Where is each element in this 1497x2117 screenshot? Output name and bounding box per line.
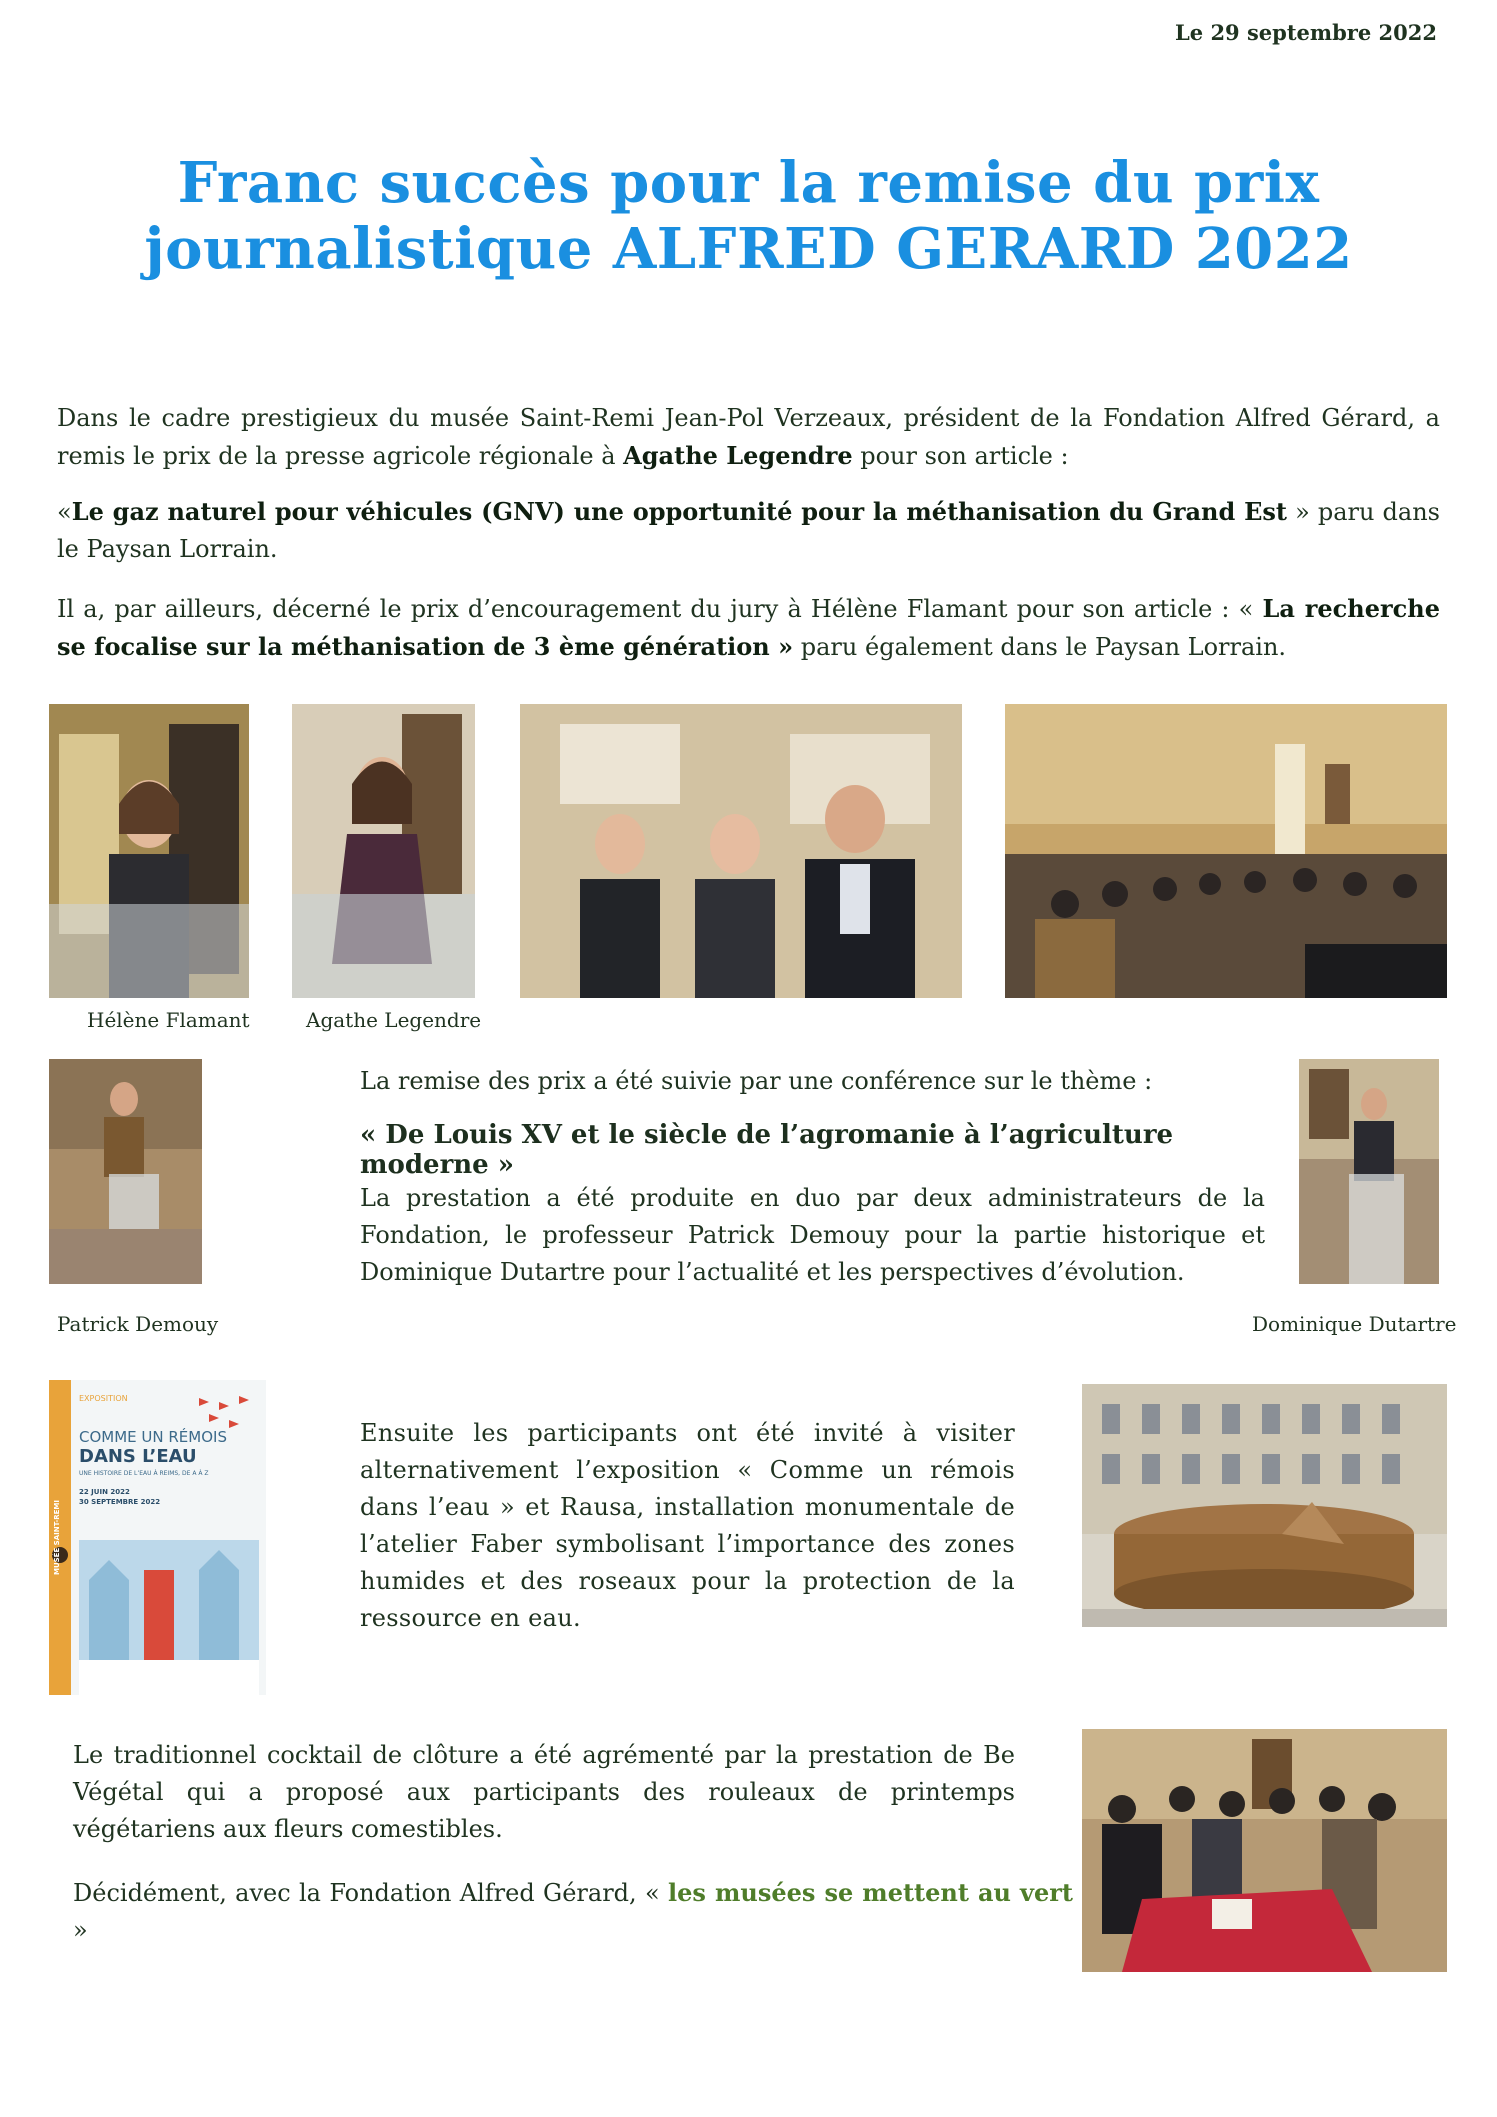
photo-patrick-demouy	[49, 1059, 202, 1284]
cocktail-paragraph: Le traditionnel cocktail de clôture a été agrémenté par la prestation de Be Végétal qui a proposé aux participants des rouleaux de printemps végétariens aux fleurs comestibles.	[73, 1741, 1015, 1843]
poster-exhibition	[49, 1380, 266, 1695]
photo-trio	[520, 704, 962, 998]
winner-name: Agathe Legendre	[623, 441, 853, 470]
photo-cocktail	[1082, 1729, 1447, 1972]
caption-patrick: Patrick Demouy	[57, 1312, 219, 1336]
closing-highlight: les musées se mettent au vert	[668, 1878, 1073, 1907]
intro-text-end: pour son article :	[852, 442, 1069, 470]
closing-text-end: »	[73, 1916, 88, 1944]
quote-open: «	[57, 498, 72, 526]
intro-paragraph	[57, 400, 1440, 475]
photo-dominique-dutartre	[1299, 1059, 1439, 1284]
poster-subtitle: UNE HISTOIRE DE L’EAU À REIMS, DE A À Z	[79, 1470, 209, 1477]
intro-text: Dans le cadre prestigieux du musée Saint-Remi Jean-Pol Verzeaux, président de la Fondation Alfred Gérard, a remis le prix de la presse agricole régionale à	[57, 404, 1440, 470]
title-line-2: journalistique ALFRED GERARD 2022	[144, 216, 1353, 282]
conference-theme: « De Louis XV et le siècle de l’agromanie à l’agriculture moderne »	[360, 1120, 1174, 1180]
title-line-1: Franc succès pour la remise du prix	[177, 150, 1320, 216]
poster-side-label: MUSÉE SAINT-REMI	[53, 1500, 61, 1576]
photo-audience	[1005, 704, 1447, 998]
poster-label: EXPOSITION	[79, 1394, 128, 1403]
page-title	[60, 150, 1437, 282]
conference-intro: La remise des prix a été suivie par une conférence sur le thème :	[360, 1067, 1153, 1095]
photo-rausa-installation	[1082, 1384, 1447, 1627]
article2-title: La recherche se focalise sur la méthanisation de 3 ème génération	[57, 594, 1440, 661]
poster-line1: COMME UN RÉMOIS	[79, 1428, 227, 1446]
closing-paragraph	[73, 1874, 1073, 1949]
closing-text: Décidément, avec la Fondation Alfred Gérard, «	[73, 1879, 669, 1907]
exhibition-paragraph: Ensuite les participants ont été invité à visiter alternativement l’exposition « Comme un rémois dans l’eau » et Rausa, installation monumentale de l’atelier Faber symbolisant l’importance des zones humides et des roseaux pour la protection de la ressource en eau.	[360, 1419, 1015, 1632]
document-date: Le 29 septembre 2022	[1175, 20, 1437, 45]
photo-helene-flamant	[49, 704, 249, 998]
conference-detail: La prestation a été produite en duo par deux administrateurs de la Fondation, le professeur Patrick Demouy pour la partie historique et Dominique Dutartre pour l’actualité et les perspectives d’évolution.	[360, 1184, 1265, 1286]
article2-source: paru également dans le Paysan Lorrain.	[793, 633, 1287, 661]
poster-date1: 22 JUIN 2022	[79, 1488, 130, 1496]
caption-agathe: Agathe Legendre	[306, 1008, 482, 1032]
article2-paragraph	[57, 590, 1440, 666]
article1-source: » paru dans le Paysan Lorrain.	[57, 498, 1440, 563]
poster-line2: DANS L’EAU	[79, 1446, 197, 1467]
article1-paragraph	[57, 493, 1440, 568]
article1-title: Le gaz naturel pour véhicules (GNV) une opportunité pour la méthanisation du Grand Est	[71, 497, 1287, 526]
poster-date2: 30 SEPTEMBRE 2022	[79, 1498, 161, 1506]
caption-helene: Hélène Flamant	[87, 1008, 250, 1032]
caption-dominique: Dominique Dutartre	[1252, 1312, 1457, 1336]
photo-agathe-legendre	[292, 704, 475, 998]
article2-intro: Il a, par ailleurs, décerné le prix d’encouragement du jury à Hélène Flamant pour son article : «	[57, 595, 1263, 623]
quote-close: »	[769, 632, 794, 661]
